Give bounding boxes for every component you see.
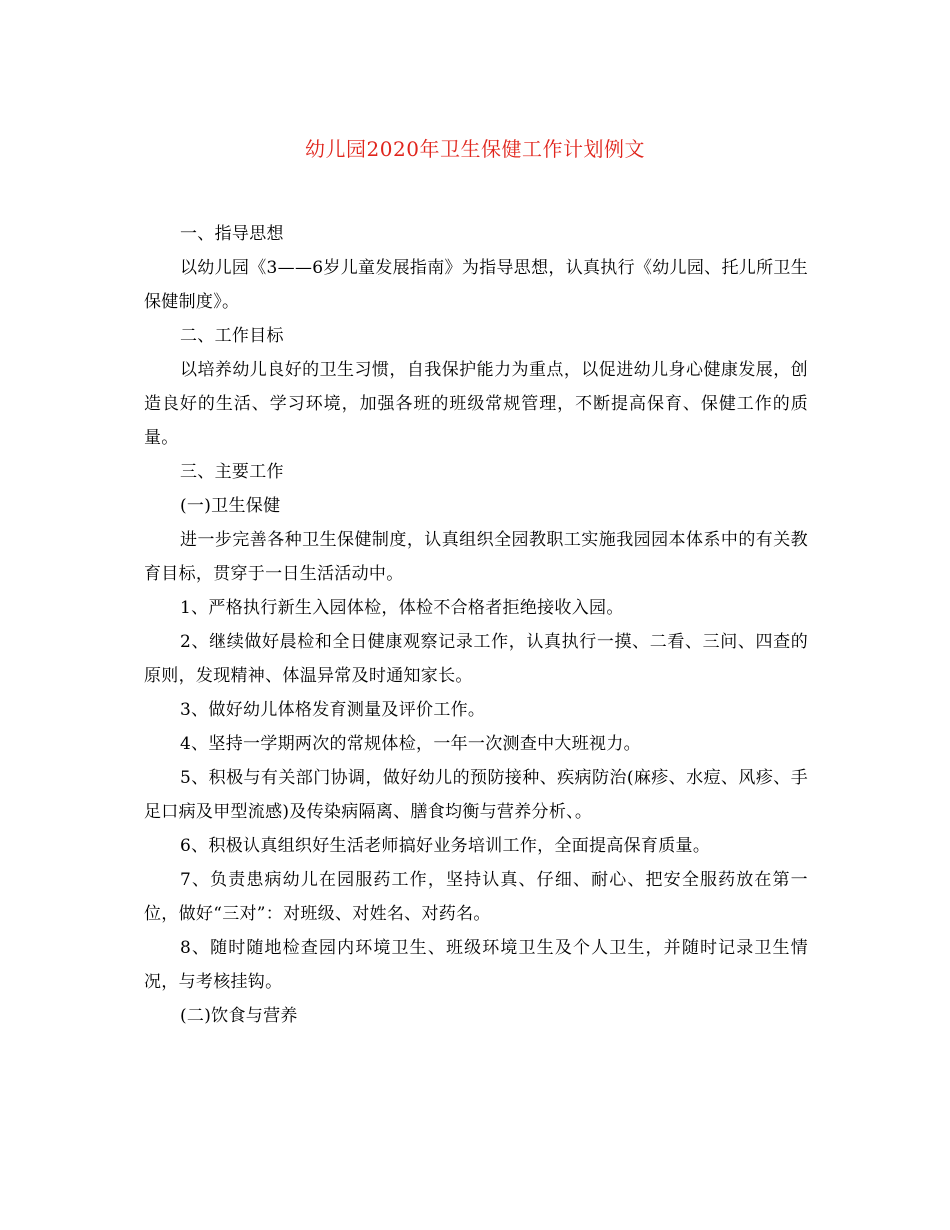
section-heading-main-work: 三、主要工作 (180, 462, 284, 482)
subsection-heading-health-care: (一)卫生保健 (180, 496, 281, 516)
list-item-5: 5、积极与有关部门协调，做好幼儿的预防接种、疾病防治(麻疹、水痘、风疹、手足口病及甲型流感)及传染病隔离、膳食均衡与营养分析、。 (144, 768, 808, 822)
subsection-heading-diet-nutrition: (二)饮食与营养 (180, 1006, 298, 1026)
document-title: 幼儿园2020年卫生保健工作计划例文 (305, 137, 645, 161)
paragraph-work-goals: 以培养幼儿良好的卫生习惯，自我保护能力为重点，以促进幼儿身心健康发展，创造良好的生活、学习环境，加强各班的班级常规管理，不断提高保育、保健工作的质量。 (144, 360, 808, 448)
list-item-1: 1、严格执行新生入园体检，体检不合格者拒绝接收入园。 (180, 598, 624, 618)
list-item-8: 8、随时随地检查园内环境卫生、班级环境卫生及个人卫生，并随时记录卫生情况，与考核挂钩。 (144, 938, 808, 992)
list-item-4: 4、坚持一学期两次的常规体检，一年一次测查中大班视力。 (180, 734, 641, 754)
list-item-3: 3、做好幼儿体格发育测量及评价工作。 (180, 700, 486, 720)
section-heading-work-goals: 二、工作目标 (180, 326, 284, 346)
paragraph-health-care-intro: 进一步完善各种卫生保健制度，认真组织全园教职工实施我园园本体系中的有关教育目标，贯穿于一日生活活动中。 (144, 530, 808, 584)
section-heading-guiding-ideology: 一、指导思想 (180, 224, 284, 244)
document-body (144, 217, 808, 1033)
list-item-6: 6、积极认真组织好生活老师搞好业务培训工作，全面提高保育质量。 (180, 836, 711, 856)
paragraph-guiding-ideology: 以幼儿园《3——6岁儿童发展指南》为指导思想，认真执行《幼儿园、托儿所卫生保健制度》。 (144, 258, 808, 312)
list-item-2: 2、继续做好晨检和全日健康观察记录工作，认真执行一摸、二看、三问、四查的原则，发现精神、体温异常及时通知家长。 (144, 632, 808, 686)
list-item-7: 7、负责患病幼儿在园服药工作，坚持认真、仔细、耐心、把安全服药放在第一位，做好“三对”：对班级、对姓名、对药名。 (144, 870, 808, 924)
